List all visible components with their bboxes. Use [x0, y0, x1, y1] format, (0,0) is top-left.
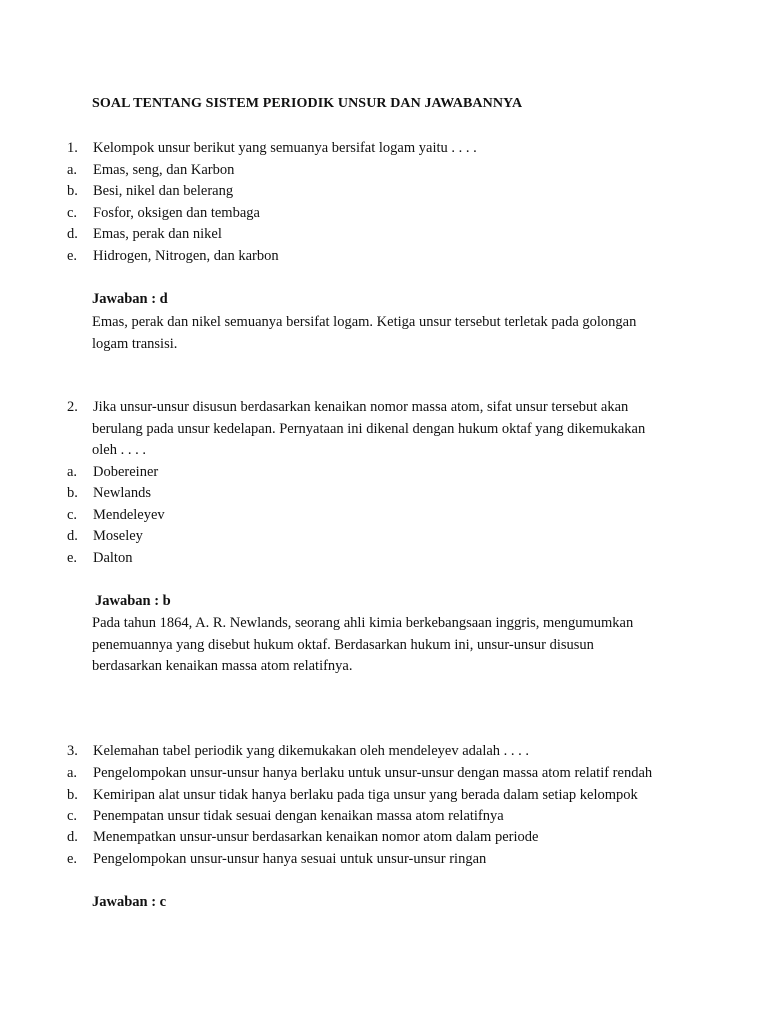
option-2b: b. Newlands — [67, 485, 151, 501]
answer-3: Jawaban : c — [92, 894, 167, 910]
option-3d: d. Menempatkan unsur-unsur berdasarkan kenaikan nomor atom dalam periode — [67, 829, 539, 845]
question-2 — [67, 399, 628, 416]
answer-2: Jawaban : b — [95, 593, 171, 609]
option-1d: d. Emas, perak dan nikel — [67, 226, 222, 242]
option-2a: a. Dobereiner — [67, 464, 159, 480]
page-title: SOAL TENTANG SISTEM PERIODIK UNSUR DAN JAWABANNYA — [92, 96, 523, 111]
option-3a: a. Pengelompokan unsur-unsur hanya berlaku untuk unsur-unsur dengan massa atom relatif rendah — [67, 765, 653, 781]
explanation-2-line-1: Pada tahun 1864, A. R. Newlands, seorang ahli kimia berkebangsaan inggris, mengumumkan — [92, 615, 634, 631]
question-3 — [67, 743, 529, 760]
question-text: Kelemahan tabel periodik yang dikemukakan oleh mendeleyev adalah . . . . — [93, 743, 530, 759]
explanation-2-line-2: penemuannya yang disebut hukum oktaf. Berdasarkan hukum ini, unsur-unsur disusun — [92, 637, 594, 653]
option-1b: b. Besi, nikel dan belerang — [67, 183, 234, 199]
question-text: Jika unsur-unsur disusun berdasarkan kenaikan nomor massa atom, sifat unsur tersebut akan — [93, 399, 629, 415]
answer-1: Jawaban : d — [92, 291, 168, 307]
question-2-line-2: berulang pada unsur kedelapan. Pernyataan ini dikenal dengan hukum oktaf yang dikemukakan — [92, 421, 646, 437]
option-2e: e. Dalton — [67, 550, 133, 566]
option-1c: c. Fosfor, oksigen dan tembaga — [67, 205, 260, 221]
option-3c: c. Penempatan unsur tidak sesuai dengan kenaikan massa atom relatifnya — [67, 808, 504, 824]
question-2-line-3: oleh . . . . — [92, 442, 146, 458]
option-3b: b. Kemiripan alat unsur tidak hanya berlaku pada tiga unsur yang berada dalam setiap kelompok — [67, 787, 638, 803]
option-2d: d. Moseley — [67, 528, 143, 544]
option-3e: e. Pengelompokan unsur-unsur hanya sesuai untuk unsur-unsur ringan — [67, 851, 487, 867]
question-1 — [67, 140, 477, 157]
option-2c: c. Mendeleyev — [67, 507, 165, 523]
option-1e: e. Hidrogen, Nitrogen, dan karbon — [67, 248, 279, 264]
option-1a: a. Emas, seng, dan Karbon — [67, 162, 235, 178]
explanation-1-line-1: Emas, perak dan nikel semuanya bersifat logam. Ketiga unsur tersebut terletak pada golongan — [92, 314, 637, 330]
question-number: 3. — [67, 743, 78, 759]
question-number: 2. — [67, 399, 78, 415]
explanation-2-line-3: berdasarkan kenaikan massa atom relatifnya. — [92, 658, 353, 674]
question-number: 1. — [67, 140, 78, 156]
question-text: Kelompok unsur berikut yang semuanya bersifat logam yaitu . . . . — [93, 140, 477, 156]
explanation-1-line-2: logam transisi. — [92, 336, 178, 352]
